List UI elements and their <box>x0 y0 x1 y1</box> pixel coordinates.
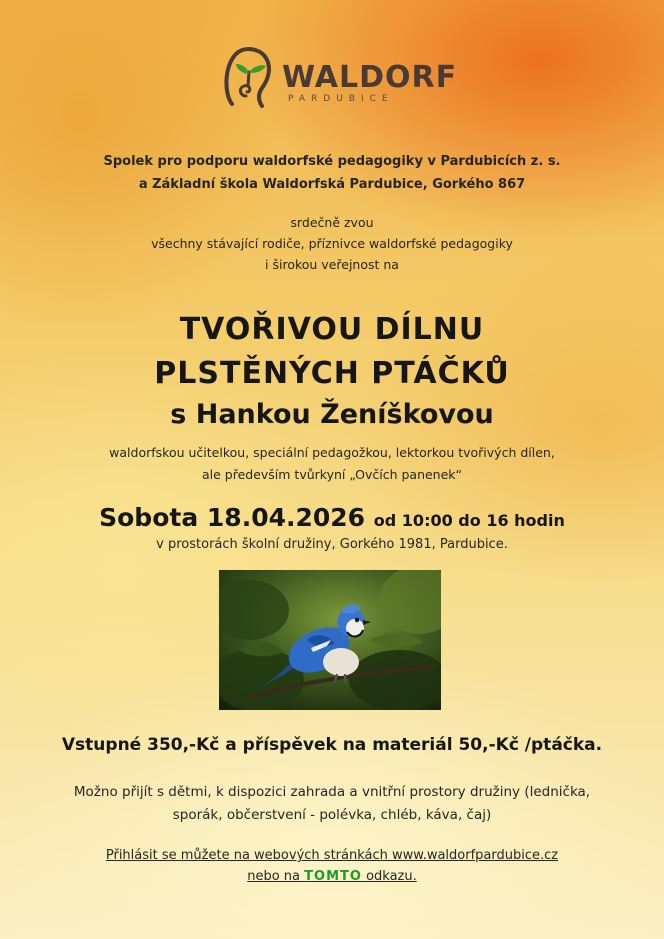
registration-prefix: nebo na <box>247 869 305 884</box>
invite-line-2: všechny stávající rodiče, příznivce waldorfské pedagogiky <box>151 236 513 251</box>
waldorf-logo <box>222 44 458 112</box>
event-date-main: Sobota 18.04.2026 <box>99 503 366 532</box>
invite-line-1: srdečně zvou <box>290 215 374 230</box>
logo-title: WALDORF <box>282 60 458 95</box>
registration-line-2 <box>0 866 664 887</box>
description-line-2: ale především tvůrkyní „Ovčích panenek“ <box>201 467 463 482</box>
logo-subtitle: PARDUBICE <box>288 94 394 104</box>
description-line-1: waldorfskou učitelkou, speciální pedagožkou, lektorkou tvořivých dílen, <box>109 445 555 460</box>
registration-suffix: odkazu. <box>361 869 417 884</box>
headline-line-1: TVOŘIVOU DÍLNU <box>179 312 485 347</box>
event-time: od 10:00 do 16 hodin <box>373 511 565 530</box>
lecturer-description <box>0 442 664 486</box>
organizers <box>0 150 664 196</box>
additional-info <box>0 781 664 827</box>
headline-line-3: s Hankou Ženíškovou <box>170 399 494 430</box>
registration-info <box>0 845 664 887</box>
registration-link[interactable]: TOMTO <box>304 869 362 884</box>
event-place: v prostorách školní družiny, Gorkého 1981, Pardubice. <box>156 537 508 552</box>
bird-illustration-icon <box>219 570 441 710</box>
invitation-text <box>0 212 664 275</box>
event-date <box>0 502 664 537</box>
info-line-1: Možno přijít s dětmi, k dispozici zahrada a vnitřní prostory družiny (lednička, <box>73 784 591 800</box>
info-line-2: sporák, občerstvení - polévka, chléb, káva, čaj) <box>172 807 492 823</box>
organizer-line-2: a Základní škola Waldorfská Pardubice, Gorkého 867 <box>138 177 526 192</box>
invite-line-3: i širokou veřejnost na <box>265 257 399 272</box>
organizer-line-1: Spolek pro podporu waldorfské pedagogiky v Pardubicích z. s. <box>103 154 561 169</box>
registration-line-1[interactable]: Přihlásit se můžete na webových stránkách www.waldorfpardubice.cz <box>105 848 559 863</box>
headline-line-2: PLSTĚNÝCH PTÁČKŮ <box>154 356 510 391</box>
sprout-snail-logo-icon <box>222 44 276 112</box>
blue-jay-photo <box>219 570 441 710</box>
admission-fee: Vstupné 350,-Kč a příspěvek na materiál 50,-Kč /ptáčka. <box>61 735 603 755</box>
